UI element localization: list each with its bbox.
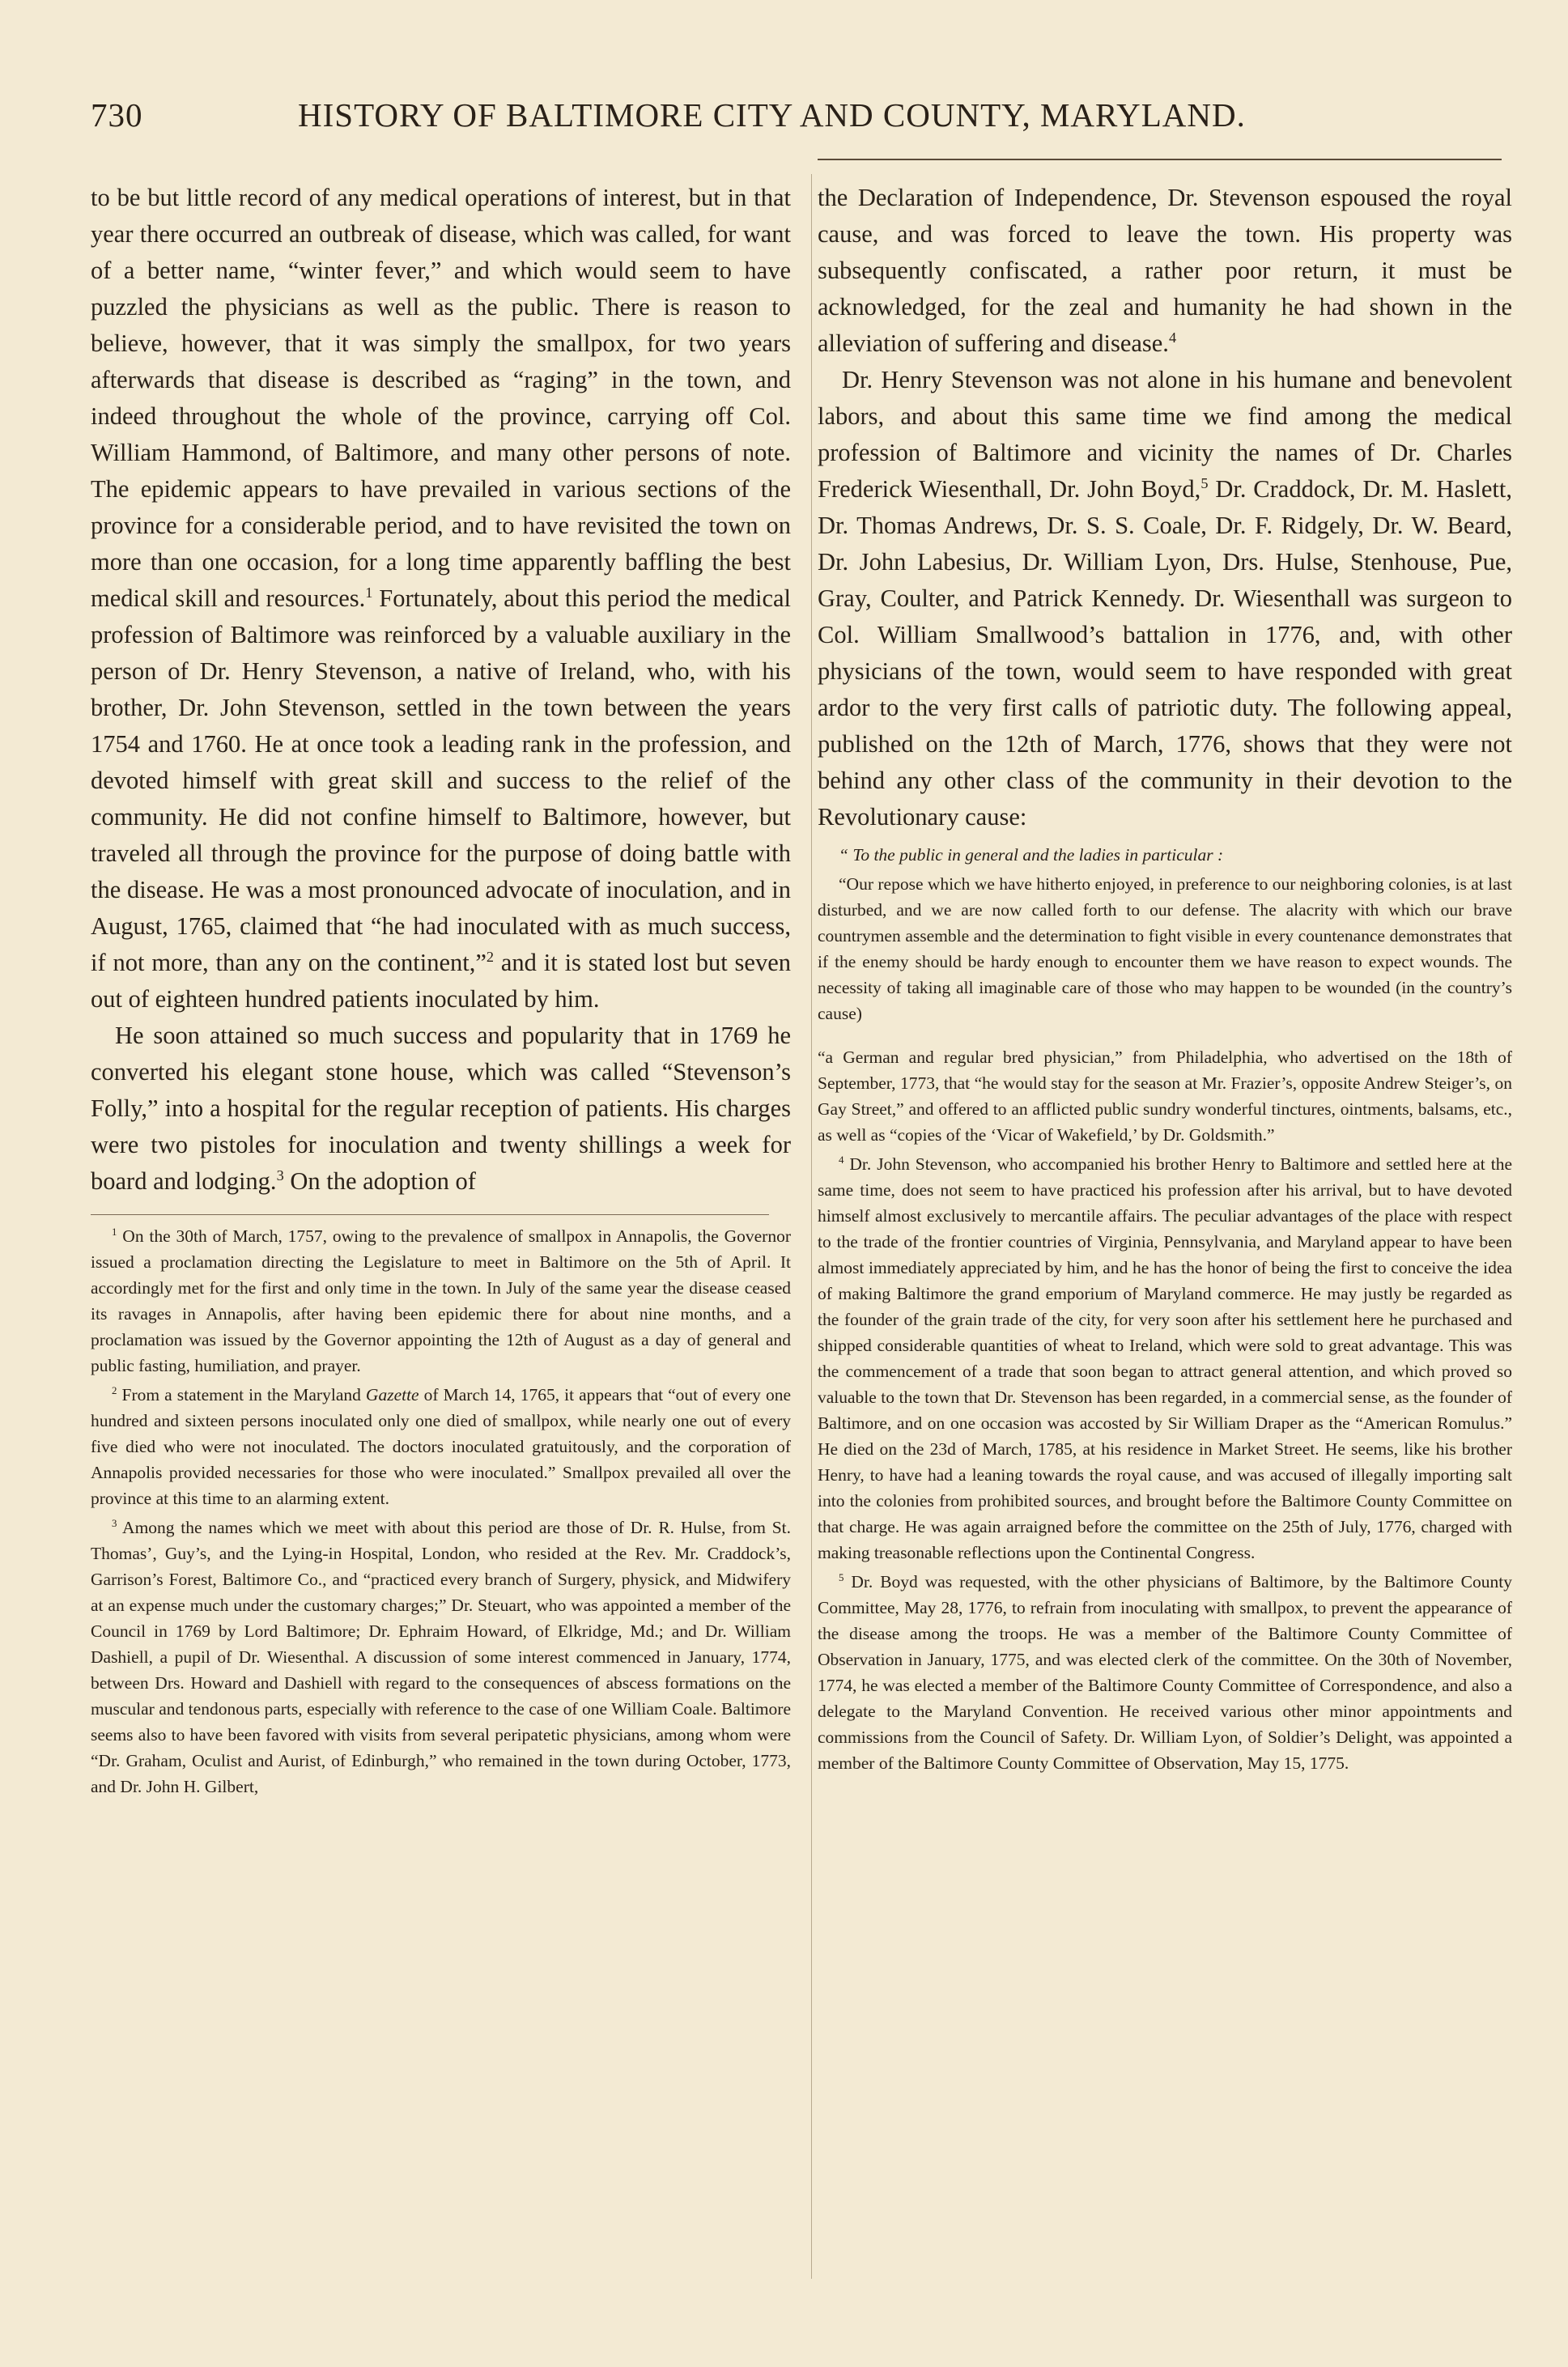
footnote-3-continued: “a German and regular bred physician,” from Philadelphia, who advertised on the 18th of September, 1773, that “he would stay for the season at Mr. Frazier’s, opposite Andrew Steiger’s, on Gay Street,” and offered to an afflicted public sundry wonderful tinctures, ointments, balsams, etc., as well as “copies of the ‘Vicar of Wakefield,’ by Dr. Goldsmith.” bbox=[818, 1048, 1512, 1145]
paragraph: to be but little record of any medical operations of interest, but in that year there occurred an outbreak of disease, which was called, for want of a better name, “winter fever,” and which would seem to have puzzled the physicians as well as the public. There is reason to believe, however, that it was simply the smallpox, for two years afterwards that disease is described as “raging” in the town, and indeed throughout the whole of the province, carrying off Col. William Hammond, of Baltimore, and many other persons of note. The epidemic appears to have prevailed in various sections of the province for a considerable period, and to have revisited the town on more than one occasion, for a long time apparently baffling the best medical skill and resources.$^1$ Fortunately, about this period the medical profession of Baltimore was reinforced by a valuable auxiliary in the person of Dr. Henry Stevenson, a native of Ireland, who, with his brother, Dr. John Stevenson, settled in the town between the years 1754 and 1760. He at once took a leading rank in the profession, and devoted himself with great skill and success to the relief of the community. He did not confine himself to Baltimore, however, but traveled all through the province for the purpose of doing battle with the disease. He was a most pronounced advocate of inoculation, and in August, 1765, claimed that “he had inoculated with as much success, if not more, than any on the continent,”$^2$ and it is stated lost but seven out of eighteen hundred patients inoculated by him. bbox=[91, 184, 791, 1013]
footnote-1: $^1$ On the 30th of March, 1757, owing to the prevalence of smallpox in Annapolis, the Governor issued a proclamation directing the Legislature to meet in Baltimore on the 5th of April. It accordingly met for the first and only time in the town. In July of the same year the disease ceased its ravages in Annapolis, after having been epidemic there for about nine months, and a proclamation was issued by the Governor appointing the 12th of August as a day of general and public fasting, humiliation, and prayer. bbox=[91, 1226, 791, 1375]
footnote-2: $^2$ From a statement in the Maryland Gazette of March 14, 1765, it appears that “out of every one hundred and sixteen persons inoculated only one died of smallpox, while nearly one out of every five died who were not inoculated. The doctors inoculated gratuitously, and the corporation of Annapolis provided necessaries for those who were inoculated.” Smallpox prevailed all over the province at this time to an alarming extent. bbox=[91, 1384, 791, 1508]
footnote-ref: 4 bbox=[1168, 329, 1177, 346]
right-column bbox=[818, 180, 1512, 1779]
footnote-3: $^3$ Among the names which we meet with about this period are those of Dr. R. Hulse, from St. Thomas’, Guy’s, and the Lying-in Hospital, London, who resided at the Rev. Mr. Craddock’s, Garrison’s Forest, Baltimore Co., and “practiced every branch of Surgery, physick, and Midwifery at an expense much under the customary charges;” Dr. Steuart, who was appointed a member of the Council in 1769 by Lord Baltimore; Dr. Ephraim Howard, of Elkridge, Md.; and Dr. William Dashiell, a pupil of Dr. Wiesenthal. A discussion of some interest commenced in January, 1774, between Drs. Howard and Dashiell with regard to the consequences of abscess formations on the muscular and tendonous parts, especially with reference to the case of one William Coale. Baltimore seems also to have been favored with visits from several peripatetic physicians, among whom were “Dr. Graham, Oculist and Aurist, of Edinburgh,” who remained in the town during October, 1773, and Dr. John H. Gilbert, bbox=[91, 1517, 791, 1796]
appeal-quote: “Our repose which we have hitherto enjoyed, in preference to our neighboring colonies, is at last disturbed, and we are now called forth to our defense. The alacrity with which our brave countrymen assemble and the determination to fight visible in every countenance demonstrates that if the enemy should be hardy enough to encounter them we have reason to expect wounds. The necessity of taking all imaginable care of those who may happen to be wounded (in the country’s cause) bbox=[818, 874, 1512, 1023]
paragraph: the Declaration of Independence, Dr. Stevenson espoused the royal cause, and was forced to leave the town. His property was subsequently confiscated, a rather poor return, it must be acknowledged, for the zeal and humanity he had shown in the alleviation of suffering and disease.$^4$ bbox=[818, 184, 1512, 357]
footnote-rule bbox=[91, 1214, 769, 1215]
footnote-5: $^5$ Dr. Boyd was requested, with the other physicians of Baltimore, by the Baltimore County Committee, May 28, 1776, to refrain from inoculating with smallpox, to prevent the appearance of the disease among the troops. He was a member of the Baltimore County Committee of Observation in January, 1775, and was elected clerk of the committee. On the 30th of November, 1774, he was elected a member of the Baltimore County Committee of Correspondence, and also a delegate to the Maryland Convention. He received various other minor appointments and commissions from the Council of Safety. Dr. William Lyon, of Soldier’s Delight, was appointed a member of the Baltimore County Committee of Observation, May 15, 1775. bbox=[818, 1571, 1512, 1773]
footnote-ref: 5 bbox=[1200, 474, 1209, 491]
column-divider bbox=[811, 174, 812, 2279]
footnote-ref: 2 bbox=[486, 948, 495, 965]
header-rule bbox=[818, 159, 1502, 160]
paragraph: Dr. Henry Stevenson was not alone in his humane and benevolent labors, and about this same time we find among the medical profession of Baltimore and vicinity the names of Dr. Charles Frederick Wiesenthall, Dr. John Boyd,$^5$ Dr. Craddock, Dr. M. Haslett, Dr. Thomas Andrews, Dr. S. S. Coale, Dr. F. Ridgely, Dr. W. Beard, Dr. John Labesius, Dr. William Lyon, Drs. Hulse, Stenhouse, Pue, Gray, Coulter, and Patrick Kennedy. Dr. Wiesenthall was surgeon to Col. William Smallwood’s battalion in 1776, and, with other physicians of the town, would seem to have responded with great ardor to the very first calls of patriotic duty. The following appeal, published on the 12th of March, 1776, shows that they were not behind any other class of the community in their devotion to the Revolutionary cause: bbox=[818, 366, 1512, 831]
footnotes bbox=[818, 1044, 1512, 1776]
footnote-ref: 3 bbox=[276, 1167, 284, 1184]
page-number: 730 bbox=[91, 96, 143, 134]
footnote-4: $^4$ Dr. John Stevenson, who accompanied his brother Henry to Baltimore and settled here at the same time, does not seem to have practiced his profession after his arrival, but to have devoted himself almost exclusively to mercantile affairs. The peculiar advantages of the place with respect to the trade of the frontier countries of Virginia, Pennsylvania, and Maryland appear to have been almost immediately appreciated by him, and he has the honor of being the first to conceive the idea of making Baltimore the grand emporium of Maryland commerce. He may justly be regarded as the founder of the grain trade of the city, for very soon after his settlement here he purchased and shipped considerable quantities of wheat to Ireland, which were sold to great advantage. This was the commencement of a trade that soon began to attract general attention, and which proved so valuable to the town that Dr. Stevenson has been regarded, in a commercial sense, as the founder of Baltimore, and on one occasion was accosted by Sir William Draper as the “American Romulus.” He died on the 23d of March, 1785, at his residence in Market Street. He seems, like his brother Henry, to have had a leaning towards the royal cause, and was accused of illegally importing salt into the colonies from prohibited sources, and brought before the Baltimore County Committee on that charge. He was again arraigned before the committee on the 25th of July, 1776, charged with making treasonable reflections upon the Continental Congress. bbox=[818, 1154, 1512, 1562]
footnote-ref: 1 bbox=[365, 584, 373, 601]
paragraph: He soon attained so much success and popularity that in 1769 he converted his elegant stone house, which was called “Stevenson’s Folly,” into a hospital for the regular reception of patients. His charges were two pistoles for inoculation and twenty shillings a week for board and lodging.$^3$ On the adoption of bbox=[91, 1022, 791, 1195]
left-column bbox=[91, 180, 791, 1803]
appeal-heading: “ To the public in general and the ladies in particular : bbox=[839, 845, 1224, 865]
footnotes bbox=[91, 1223, 791, 1800]
running-title: HISTORY OF BALTIMORE CITY AND COUNTY, MARYLAND. bbox=[298, 96, 1246, 134]
page-header bbox=[91, 96, 1475, 144]
